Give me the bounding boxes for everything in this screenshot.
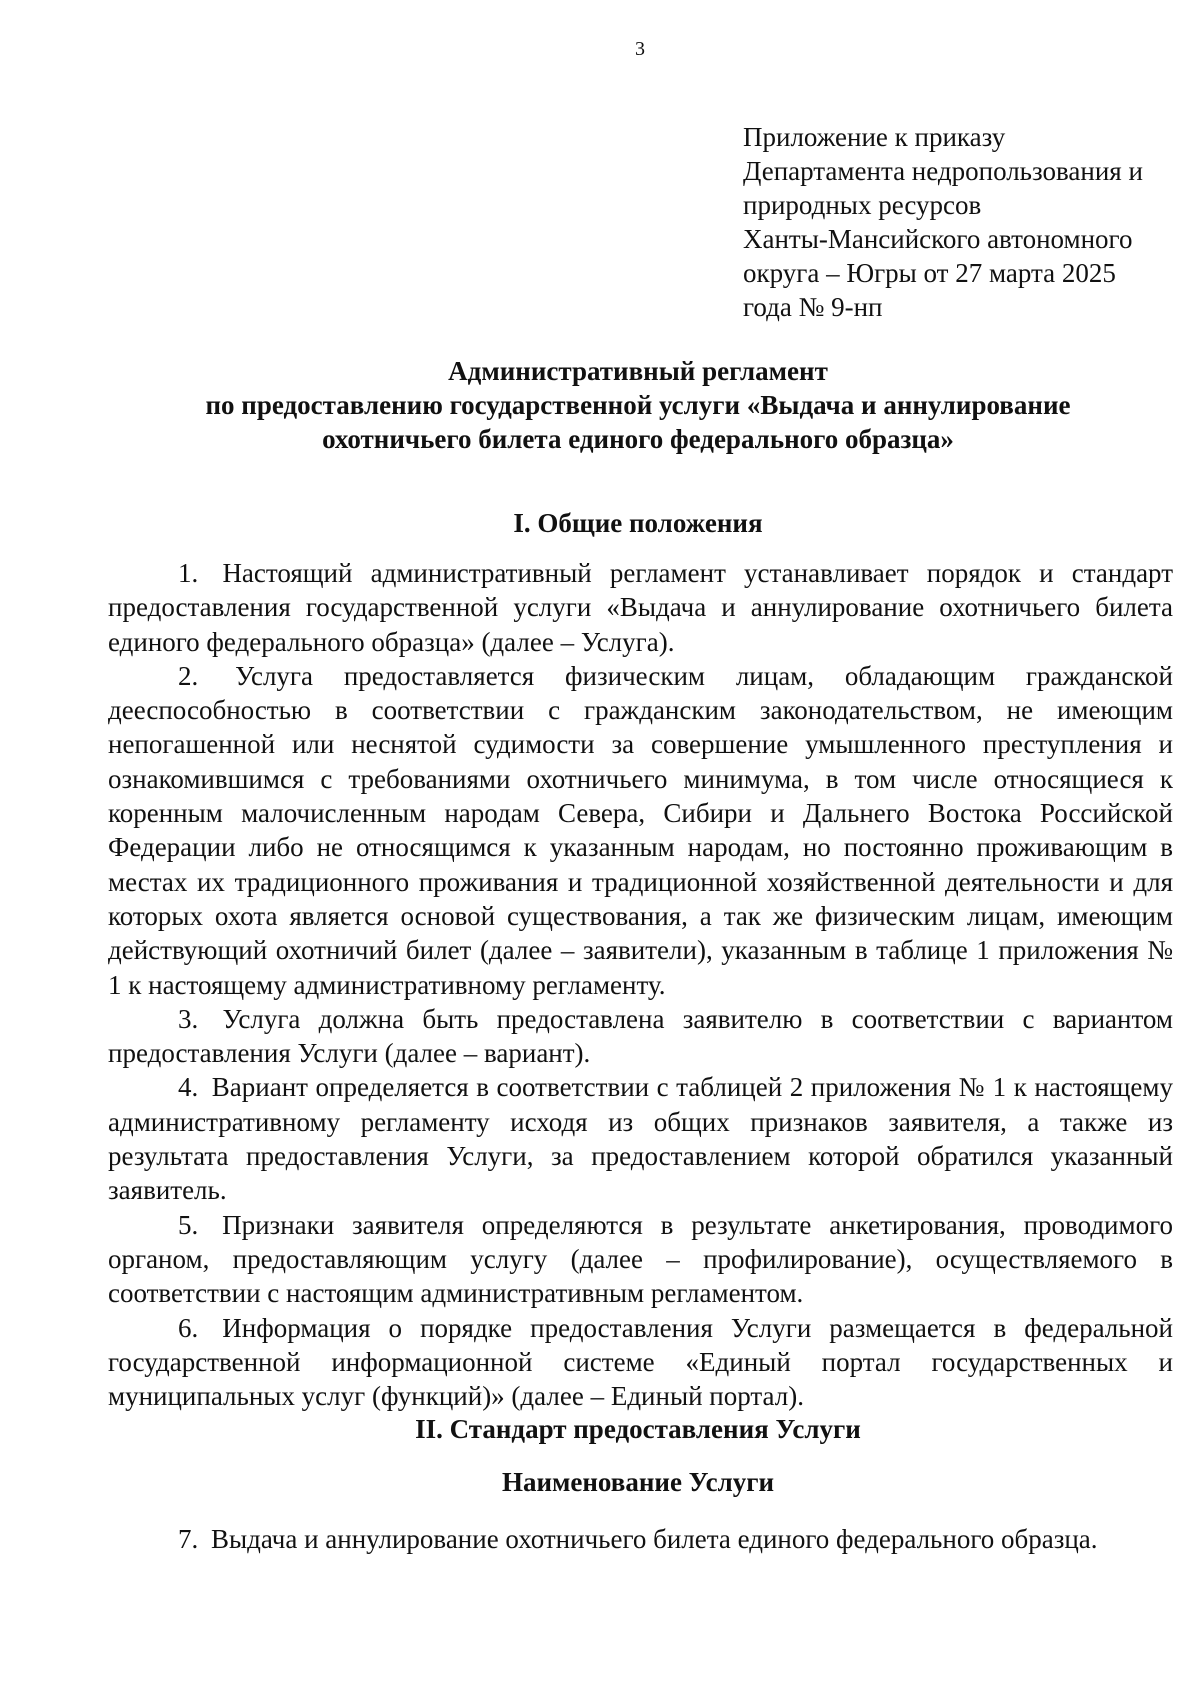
section-2-heading: II. Стандарт предоставления Услуги [415,1414,861,1444]
section-1-body [108,556,1173,1413]
paragraph-text: Настоящий административный регламент устанавливает порядок и стандарт предоставления государственной услуги «Выдача и аннулирование охотничьего билета единого федерального образца» (далее – Услуга). [108,558,1173,657]
annex-line: природных ресурсов [743,190,982,220]
section-2-subheading: Наименование Услуги [501,1467,775,1497]
annex-line: Департамента недропользования и [743,156,1143,186]
title-line: Административный регламент [448,356,828,386]
paragraph-text: Вариант определяется в соответствии с таблицей 2 приложения № 1 к настоящему административному регламенту исходя из общих признаков заявителя, а также из результата предоставления Услуги, за предоставлением которой обратился указанный заявитель. [108,1072,1173,1206]
paragraph-5 [108,1208,1173,1311]
paragraph-text: Выдача и аннулирование охотничьего билета единого федерального образца. [211,1524,1098,1554]
document-title [100,354,1176,456]
paragraph-text: Признаки заявителя определяются в результате анкетирования, проводимого органом, предоставляющим услугу (далее – профилирование), осуществляемого в соответствии с настоящим административным регламентом. [108,1209,1173,1309]
paragraph-6 [108,1311,1173,1414]
section-1-heading: I. Общие положения [513,508,763,538]
annex-line: Приложение к приказу [743,122,1006,152]
paragraph-4 [108,1070,1173,1207]
paragraph-number: 4. [178,1072,199,1103]
annex-reference-block [743,120,1183,324]
paragraph-text: Услуга должна быть предоставлена заявителю в соответствии с вариантом предоставления Услуги (далее – вариант). [108,1003,1174,1069]
paragraph-7 [108,1522,1173,1556]
paragraph-number: 7. [178,1524,199,1554]
title-line: охотничьего билета единого федерального образца» [322,424,954,454]
paragraph-text: Услуга предоставляется физическим лицам, обладающим гражданской дееспособностью в соответствии с гражданским законодательством, не имеющим непогашенной или неснятой судимости за совершение умышленного преступления и ознакомившимся с требованиями охотничьего минимума, в том числе относящиеся к коренным малочисленным народам Севера, Сибири и Дальнего Востока Российской Федерации либо не относящимся к указанным народам, но постоянно проживающим в местах их традиционного проживания и традиционной хозяйственной деятельности и для которых охота является основой существования, а так же физическим лицам, имеющим действующий охотничий билет (далее – заявители), указанным в таблице 1 приложения № 1 к настоящему административному регламенту. [108,660,1173,1000]
paragraph-number: 5. [178,1209,199,1240]
annex-line: округа – Югры от 27 марта 2025 [743,258,1116,288]
paragraph-2 [108,659,1173,1002]
paragraph-1 [108,556,1173,659]
annex-line: года № 9-нп [743,292,883,322]
paragraph-number: 2. [178,660,199,691]
title-line: по предоставлению государственной услуги «Выдача и аннулирование [205,390,1071,420]
paragraph-3 [108,1002,1173,1071]
paragraph-number: 1. [178,558,199,588]
paragraph-text: Информация о порядке предоставления Услуги размещается в федеральной государственной информационной системе «Единый портал государственных и муниципальных услуг (функций)» (далее – Единый портал). [108,1312,1173,1412]
page-number: 3 [635,38,645,60]
paragraph-number: 6. [178,1312,199,1343]
paragraph-number: 3. [178,1003,199,1034]
annex-line: Ханты-Мансийского автономного [743,224,1133,254]
